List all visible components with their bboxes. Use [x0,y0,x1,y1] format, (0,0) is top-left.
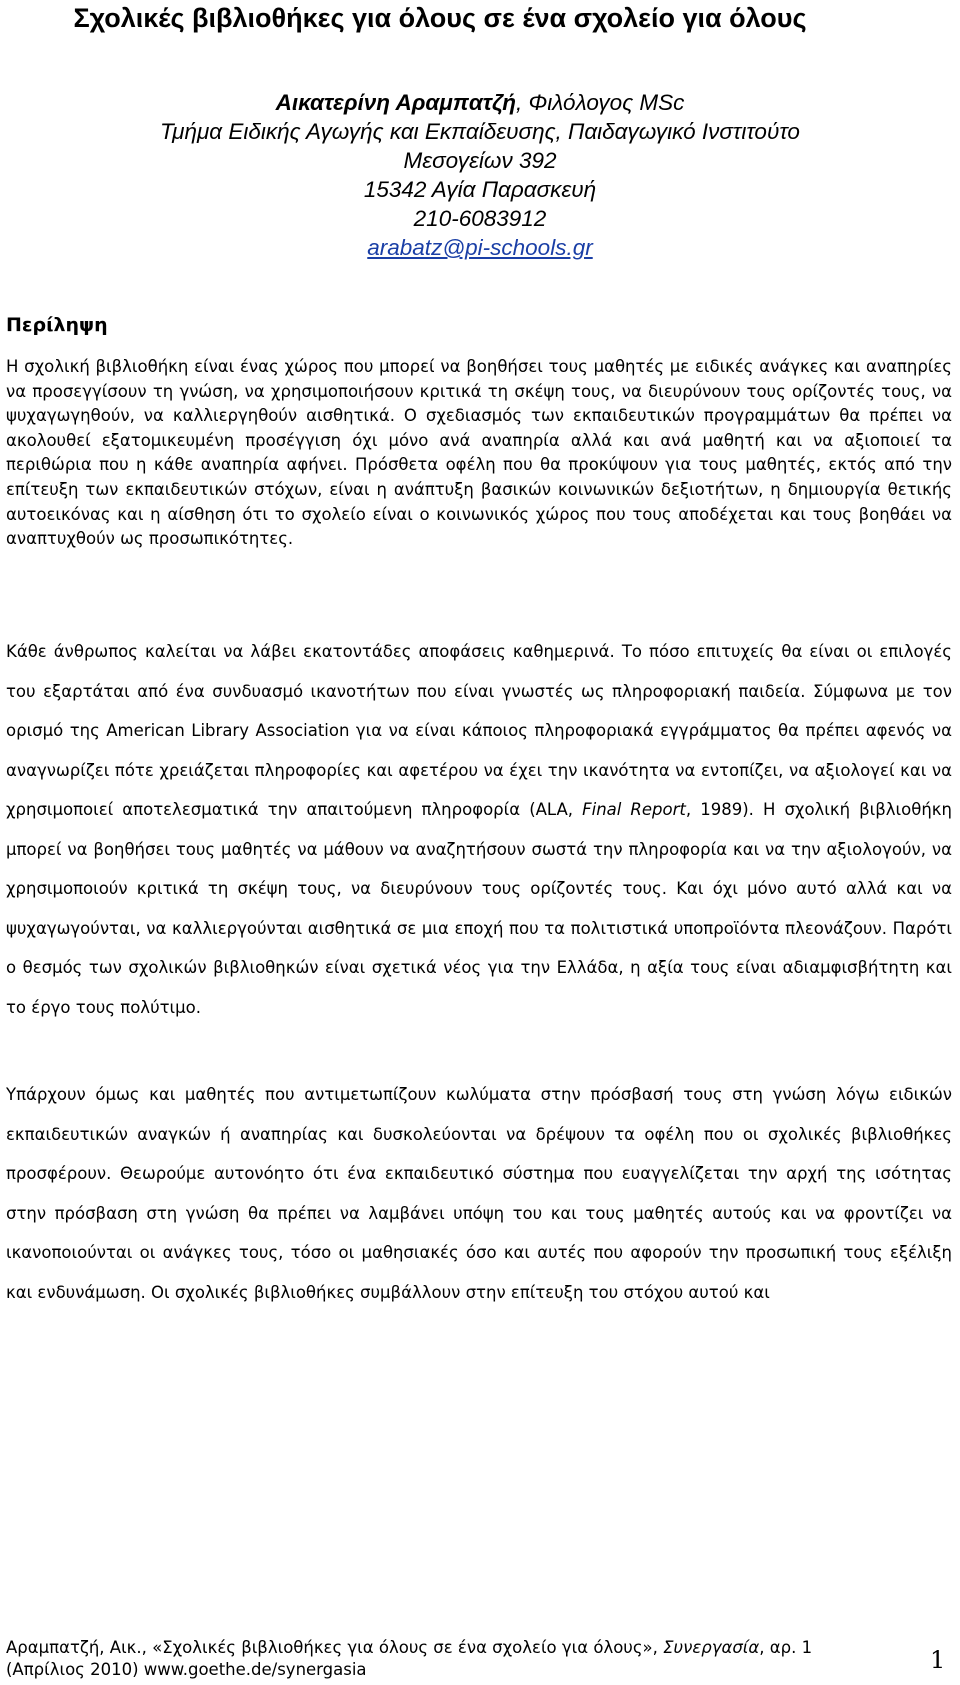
footer-date-url: (Απρίλιος 2010) www.goethe.de/synergasia [6,1660,367,1679]
abstract-text: Η σχολική βιβλιοθήκη είναι ένας χώρος που μπορεί να βοηθήσει τους μαθητές με ειδικές ανάγκες και αναπηρίες να προσεγγίσουν τη γνώση, να χρησιμοποιήσουν κριτικά τη σκέψη τους, να διευρύνουν τους ορίζοντές τους, να ψυχαγωγηθούν, να καλλιεργηθούν αισθητικά. Ο σχεδιασμός των εκπαιδευτικών προγραμμάτων θα πρέπει να ακολουθεί εξατομικευμένη προσέγγιση όχι μόνο ανά αναπηρία αλλά και ανά μαθητή και να αξιοποιεί τα περιθώρια που η κάθε αναπηρία αφήνει. Πρόσθετα οφέλη που θα προκύψουν για τους μαθητές, εκτός από την επίτευξη των εκπαιδευτικών στόχων, είναι η ανάπτυξη βασικών κοινωνικών δεξιοτήτων, η δημιουργία θετικής αυτοεικόνας και η αίσθηση ότι το σχολείο είναι ο κοινωνικός χώρος που τους αποδέχεται και τους βοηθάει να αναπτυχθούν ως προσωπικότητες. [6,357,952,549]
author-role: , Φιλόλογος MSc [515,90,685,115]
para1-text-start: Κάθε άνθρωπος καλείται να λάβει εκατοντάδες αποφάσεις καθημερινά. Το πόσο επιτυχείς θα είναι οι επιλογές του εξαρτάται από ένα συνδυασμό ικανοτήτων που είναι γνωστές ως πληροφοριακή παιδεία. Σύμφωνα με τον ορισμό της American Library Association για να είναι κάποιος πληροφοριακά εγγράμματος θα πρέπει αφενός να αναγνωρίζει πότε χρειάζεται πληροφορίες και αφετέρου να έχει την ικανότητα να εντοπίζει, να αξιολογεί και να χρησιμοποιεί αποτελεσματικά την απαιτούμενη πληροφορία (ALA, [6,642,952,819]
author-line [0,88,960,117]
para1-text-end: , 1989). Η σχολική βιβλιοθήκη μπορεί να βοηθήσει τους μαθητές να μάθουν να αναζητήσουν σωστά την πληροφορία και να την αξιολογούν, να χρησιμοποιούν κριτικά τη σκέψη τους, να διευρύνουν τους ορίζοντές τους. Και όχι μόνο αυτό αλλά και να ψυχαγωγούνται, να καλλιεργούνται αισθητικά σε μια εποχή που τα πολιτιστικά υποπροϊόντα πλεονάζουν. Παρότι ο θεσμός των σχολικών βιβλιοθηκών είναι σχετικά νέος για την Ελλάδα, η αξία τους είναι αδιαμφισβήτητη και το έργο τους πολύτιμο. [6,800,952,1017]
author-email-link[interactable]: arabatz@pi-schools.gr [367,235,593,260]
author-city: 15342 Αγία Παρασκευή [363,177,597,202]
author-phone: 210-6083912 [413,206,547,231]
body-paragraph-2: Υπάρχουν όμως και μαθητές που αντιμετωπίζουν κωλύματα στην πρόσβασή τους στη γνώση λόγω ειδικών εκπαιδευτικών αναγκών ή αναπηρίας και δυσκολεύονται να δρέψουν τα οφέλη που οι σχολικές βιβλιοθήκες προσφέρουν. Θεωρούμε αυτονόητο ότι ένα εκπαιδευτικό σύστημα που ευαγγελίζεται την αρχή της ισότητας στην πρόσβαση στη γνώση θα πρέπει να λαμβάνει υπόψη του και τους μαθητές αυτούς και να φροντίζει να ικανοποιούνται οι ανάγκες τους, τόσο οι μαθησιακές όσο και αυτές που αφορούν την προσωπική τους εξέλιξη και ενδυνάμωση. Οι σχολικές βιβλιοθήκες συμβάλλουν στην επίτευξη του στόχου αυτού και [6,1085,952,1302]
report-title-italic: Final Report [582,800,686,819]
page-footer [6,1637,906,1681]
body-paragraph-1 [6,632,952,1027]
page-number: 1 [930,1646,946,1674]
author-street: Μεσογείων 392 [403,148,557,173]
author-affiliation: Τμήμα Ειδικής Αγωγής και Εκπαίδευσης, Παιδαγωγικό Ινστιτούτο [160,119,800,144]
footer-journal: Συνεργασία [663,1638,760,1657]
footer-citation: Αραμπατζή, Αικ., «Σχολικές βιβλιοθήκες για όλους σε ένα σχολείο για όλους», [6,1638,664,1657]
author-name: Αικατερίνη Αραμπατζή [275,90,516,115]
document-title: Σχολικές βιβλιοθήκες για όλους σε ένα σχολείο για όλους [73,3,807,33]
footer-issue: , αρ. 1 [759,1638,813,1657]
abstract-heading: Περίληψη [6,314,108,336]
author-block [0,88,960,262]
footer-citation-line [6,1637,906,1659]
author-email-line [0,233,960,262]
